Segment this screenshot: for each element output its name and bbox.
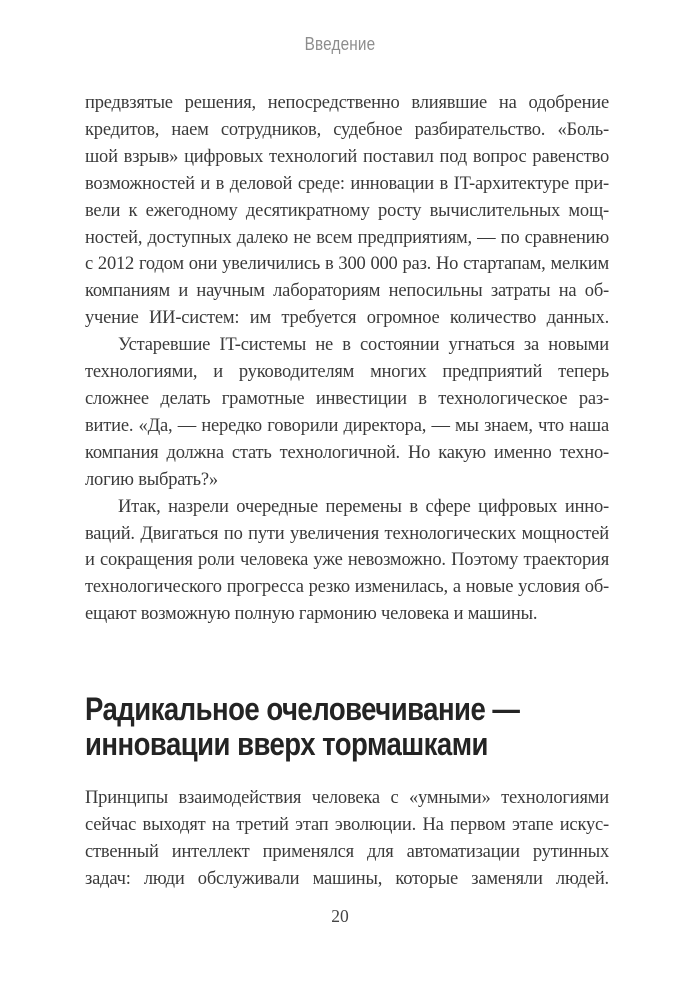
text-line: с 2012 годом они увеличились в 300 000 раз. Но стартапам, мелким <box>85 254 609 275</box>
section-heading-line: Радикальное очеловечивание — <box>85 691 520 727</box>
section-heading <box>85 692 519 762</box>
text-line: ностей, доступных далеко не всем предприятиям, — по сравнению <box>85 227 609 248</box>
page-number: 20 <box>331 906 349 926</box>
text-line: витие. «Да, — нередко говорили директора, — мы знаем, что наша <box>85 415 609 436</box>
text-line: компаниям и научным лабораториям непосильны затраты на об- <box>85 281 609 302</box>
text-line: сложнее делать грамотные инвестиции в технологическое раз- <box>85 388 609 409</box>
paragraph <box>85 785 609 893</box>
paragraph <box>85 494 609 629</box>
section-heading-line: инновации вверх тормашками <box>85 726 488 762</box>
text-line: Принципы взаимодействия человека с «умными» технологиями <box>85 788 609 808</box>
text-line: ваций. Двигаться по пути увеличения технологических мощностей <box>85 523 609 544</box>
text-line: кредитов, наем сотрудников, судебное разбирательство. «Боль- <box>85 119 609 140</box>
paragraph <box>85 332 609 493</box>
text-line: Устаревшие IT-системы не в состоянии угнаться за новыми <box>118 335 609 356</box>
text-line: учение ИИ-систем: им требуется огромное количество данных. <box>85 308 609 329</box>
text-line: Итак, назрели очередные перемены в сфере цифровых инно- <box>118 496 609 517</box>
paragraph <box>85 90 609 332</box>
text-line: технологиями, и руководителям многих предприятий теперь <box>85 362 609 383</box>
text-line: логию выбрать?» <box>85 469 218 490</box>
text-line: шой взрыв» цифровых технологий поставил под вопрос равенство <box>85 146 609 167</box>
text-line: задач: люди обслуживали машины, которые заменяли людей. <box>85 868 609 889</box>
text-line: компания должна стать технологичной. Но какую именно техно- <box>85 442 609 463</box>
text-line: и сокращения роли человека уже невозможно. Поэтому траектория <box>85 550 609 571</box>
body-text <box>85 90 609 628</box>
body-text-after-heading <box>85 785 609 893</box>
running-head: Введение <box>304 34 376 54</box>
text-line: предвзятые решения, непосредственно влиявшие на одобрение <box>85 93 609 113</box>
text-line: технологического прогресса резко изменилась, а новые условия об- <box>85 577 609 598</box>
text-line: ещают возможную полную гармонию человека и машины. <box>85 604 538 625</box>
text-line: вели к ежегодному десятикратному росту вычислительных мощ- <box>85 200 609 221</box>
text-line: сейчас выходят на третий этап эволюции. На первом этапе искус- <box>85 814 609 835</box>
text-line: ственный интеллект применялся для автоматизации рутинных <box>85 841 609 862</box>
text-line: возможностей и в деловой среде: инновации в IT-архитектуре при- <box>85 173 609 194</box>
